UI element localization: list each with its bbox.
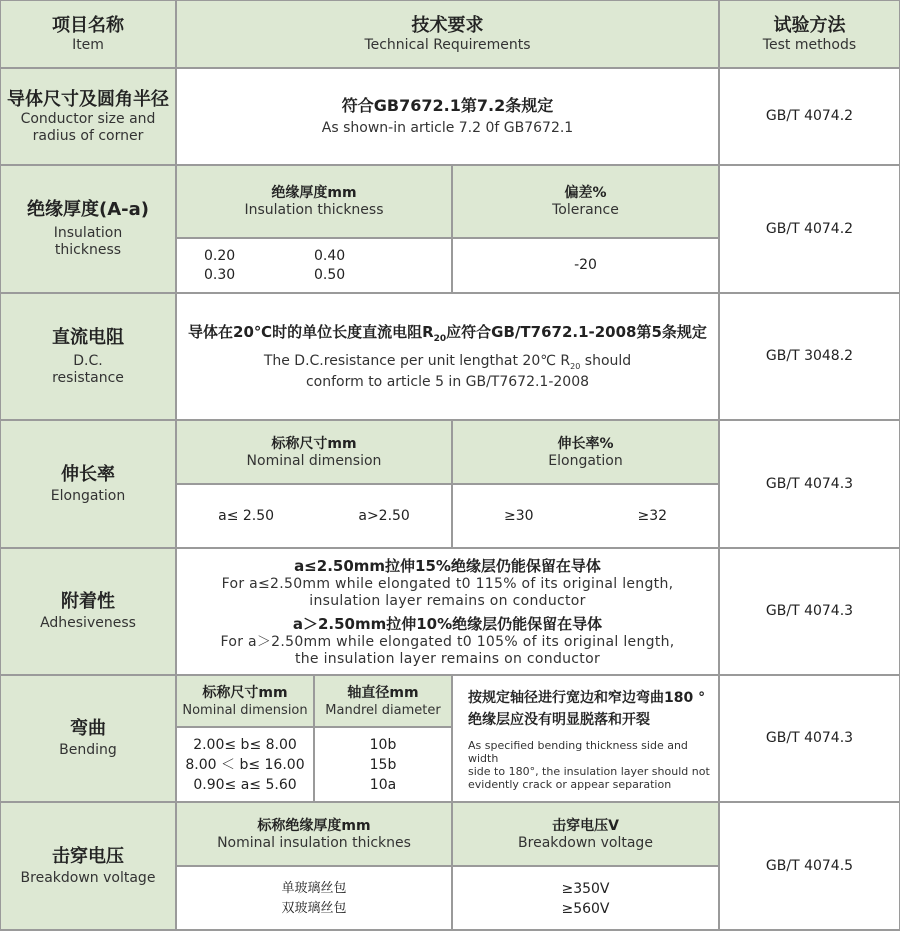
breakdown-type-cell [176, 866, 452, 931]
breakdown-t1: 单玻璃丝包 [281, 880, 347, 896]
thickness-col2-header [452, 165, 719, 238]
breakdown-t2: 双玻璃丝包 [281, 900, 347, 916]
conductor-method-cell [719, 68, 900, 165]
conductor-name-zh: 导体尺寸及圆角半径 [7, 88, 169, 110]
bending-col1-zh: 标称尺寸mm [202, 684, 288, 701]
grid-line [313, 675, 315, 802]
conductor-req-zh: 符合GB7672.1第7.2条规定 [341, 96, 554, 115]
thickness-tolerance-cell [452, 238, 719, 293]
elongation-name-en: Elongation [50, 487, 126, 504]
grid-line [0, 0, 1, 931]
thickness-v3: 0.30 [204, 266, 236, 283]
elongation-d2: a>2.50 [358, 507, 410, 524]
adhesion-b-en-2: the insulation layer remains on conductor [294, 650, 601, 667]
grid-line [176, 237, 719, 239]
header-test-en: Test methods [762, 36, 857, 53]
thickness-method: GB/T 4074.2 [765, 220, 854, 237]
bending-req-cell [452, 675, 719, 802]
breakdown-method-cell [719, 802, 900, 931]
conductor-name-cell [0, 68, 176, 165]
resistance-req-zh-sub: 20 [433, 333, 447, 344]
resistance-method: GB/T 3048.2 [765, 348, 854, 364]
breakdown-name-cell [0, 802, 176, 931]
breakdown-col2-en: Breakdown voltage [518, 834, 653, 851]
bending-req-zh-2: 绝缘层应没有明显脱落和开裂 [468, 711, 650, 728]
adhesion-a-en-2: insulation layer remains on conductor [309, 592, 586, 609]
breakdown-v2: ≥560V [561, 900, 610, 917]
resistance-req-zh [188, 322, 707, 349]
resistance-req-en-1a: The D.C.resistance per unit lengthat 20℃ R [263, 352, 571, 369]
thickness-method-cell [719, 165, 900, 293]
elongation-d1: a≤ 2.50 [218, 507, 275, 524]
elongation-col2-zh: 伸长率% [557, 435, 614, 452]
adhesion-b-en-1: For a＞2.50mm while elongated t0 105% of its original length, [220, 633, 675, 650]
bending-col1-en: Nominal dimension [182, 702, 308, 718]
elongation-name-cell [0, 420, 176, 548]
bending-method-cell [719, 675, 900, 802]
bending-col2-en: Mandrel diameter [325, 702, 441, 718]
grid-line [0, 801, 900, 803]
header-req-zh: 技术要求 [411, 14, 484, 36]
adhesion-method: GB/T 4074.3 [765, 603, 854, 619]
thickness-name-en-1: Insulation [53, 225, 123, 241]
resistance-name-en-2: resistance [52, 369, 124, 386]
thickness-tolerance: -20 [574, 257, 597, 273]
elongation-method: GB/T 4074.3 [765, 475, 854, 492]
bending-req-en-1: As specified bending thickness side and width [468, 738, 688, 765]
bending-col2-zh: 轴直径mm [347, 684, 419, 701]
resistance-name-en-1: D.C. [73, 352, 103, 369]
bending-r3: 0.90≤ a≤ 5.60 [193, 776, 297, 793]
thickness-values-cell [176, 238, 452, 293]
grid-line [175, 0, 177, 931]
bending-col1-header [176, 675, 314, 727]
bending-m3: 10a [369, 776, 397, 793]
grid-line [0, 674, 900, 676]
breakdown-col2-header [452, 802, 719, 866]
conductor-req-cell [176, 68, 719, 165]
adhesion-req-cell [176, 548, 719, 675]
bending-req-zh-1: 按规定轴径进行宽边和窄边弯曲180 ° [468, 689, 706, 706]
grid-line [176, 865, 719, 867]
conductor-method: GB/T 4074.2 [765, 108, 854, 124]
bending-req-en-2: side to 180°, the insulation layer should not [468, 764, 710, 778]
breakdown-col1-header [176, 802, 452, 866]
thickness-v2: 0.40 [314, 247, 346, 264]
header-test-cell [719, 0, 900, 68]
adhesion-name-en: Adhesiveness [40, 615, 136, 631]
conductor-name-en-1: Conductor size and [20, 110, 156, 127]
header-item-en: Item [72, 36, 104, 53]
adhesion-method-cell [719, 548, 900, 675]
grid-line [451, 675, 453, 802]
adhesion-b-zh: a＞2.50mm拉伸10%绝缘层仍能保留在导体 [292, 614, 603, 633]
thickness-name-zh: 绝缘厚度(A-a) [26, 199, 149, 220]
resistance-req-cell [176, 293, 719, 420]
grid-line [0, 0, 900, 1]
thickness-col1-en: Insulation thickness [244, 202, 384, 218]
bending-m1: 10b [369, 736, 397, 753]
resistance-method-cell [719, 293, 900, 420]
adhesion-a-zh: a≤2.50mm拉伸15%绝缘层仍能保留在导体 [294, 556, 601, 575]
bending-r2: 8.00 ＜ b≤ 16.00 [185, 756, 305, 773]
grid-line [0, 547, 900, 549]
bending-name-zh: 弯曲 [70, 718, 106, 739]
thickness-col1-header [176, 165, 452, 238]
header-item-zh: 项目名称 [52, 14, 124, 36]
header-test-zh: 试验方法 [773, 14, 846, 36]
grid-line [0, 164, 900, 166]
breakdown-method: GB/T 4074.5 [765, 858, 854, 874]
header-req-cell [176, 0, 719, 68]
elongation-e1: ≥30 [503, 507, 534, 524]
thickness-col1-zh: 绝缘厚度mm [271, 185, 357, 201]
bending-name-cell [0, 675, 176, 802]
thickness-name-en-2: thickness [54, 242, 122, 258]
conductor-req-en: As shown-in article 7.2 0f GB7672.1 [321, 120, 574, 136]
adhesion-name-cell [0, 548, 176, 675]
resistance-req-en-1 [264, 353, 631, 375]
bending-req-en-3: evidently crack or appear separation [468, 777, 672, 791]
elongation-method-cell [719, 420, 900, 548]
elongation-col2-header [452, 420, 719, 484]
grid-line [176, 726, 452, 728]
elongation-col1-header [176, 420, 452, 484]
grid-line [718, 0, 720, 931]
adhesion-name-zh: 附着性 [61, 591, 115, 612]
thickness-col2-en: Tolerance [552, 202, 619, 218]
thickness-col2-zh: 偏差% [564, 185, 607, 201]
breakdown-name-zh: 击穿电压 [52, 846, 124, 867]
grid-line [0, 67, 900, 69]
breakdown-val-cell [452, 866, 719, 931]
bending-dim-cell [176, 727, 314, 802]
resistance-name-cell [0, 293, 176, 420]
bending-mandrel-cell [314, 727, 452, 802]
resistance-req-en-2: conform to article 5 in GB/T7672.1-2008 [305, 374, 590, 391]
resistance-req-zh-a: 导体在20℃时的单位长度直流电阻R [188, 322, 434, 341]
resistance-req-zh-b: 应符合GB/T7672.1-2008第5条规定 [446, 322, 707, 341]
elongation-name-zh: 伸长率 [61, 463, 115, 485]
breakdown-name-en: Breakdown voltage [20, 870, 156, 886]
elongation-val-cell [452, 484, 719, 548]
resistance-req-en-1b: should [580, 352, 632, 369]
elongation-col1-en: Nominal dimension [246, 452, 382, 469]
bending-m2: 15b [369, 756, 397, 773]
grid-line [176, 483, 719, 485]
resistance-name-zh: 直流电阻 [52, 326, 124, 348]
resistance-req-en-1sub: 20 [570, 361, 581, 371]
elongation-e2: ≥32 [637, 507, 668, 524]
bending-col2-header [314, 675, 452, 727]
breakdown-col1-zh: 标称绝缘厚度mm [257, 817, 371, 834]
bending-method: GB/T 4074.3 [765, 730, 854, 746]
grid-line [0, 292, 900, 294]
conductor-name-en-2: radius of corner [32, 127, 144, 144]
breakdown-v1: ≥350V [561, 880, 610, 897]
bending-r1: 2.00≤ b≤ 8.00 [193, 736, 297, 753]
adhesion-a-en-1: For a≤2.50mm while elongated t0 115% of its original length, [221, 575, 674, 592]
breakdown-col1-en: Nominal insulation thicknes [217, 834, 411, 851]
thickness-v1: 0.20 [204, 247, 236, 264]
grid-line [451, 165, 453, 293]
thickness-name-cell [0, 165, 176, 293]
elongation-col2-en: Elongation [548, 452, 623, 469]
breakdown-col2-zh: 击穿电压V [552, 817, 619, 834]
bending-name-en: Bending [59, 742, 117, 758]
elongation-dim-cell [176, 484, 452, 548]
elongation-col1-zh: 标称尺寸mm [271, 435, 357, 452]
thickness-v4: 0.50 [314, 266, 346, 283]
grid-line [0, 419, 900, 421]
header-req-en: Technical Requirements [364, 36, 531, 53]
header-item-cell [0, 0, 176, 68]
